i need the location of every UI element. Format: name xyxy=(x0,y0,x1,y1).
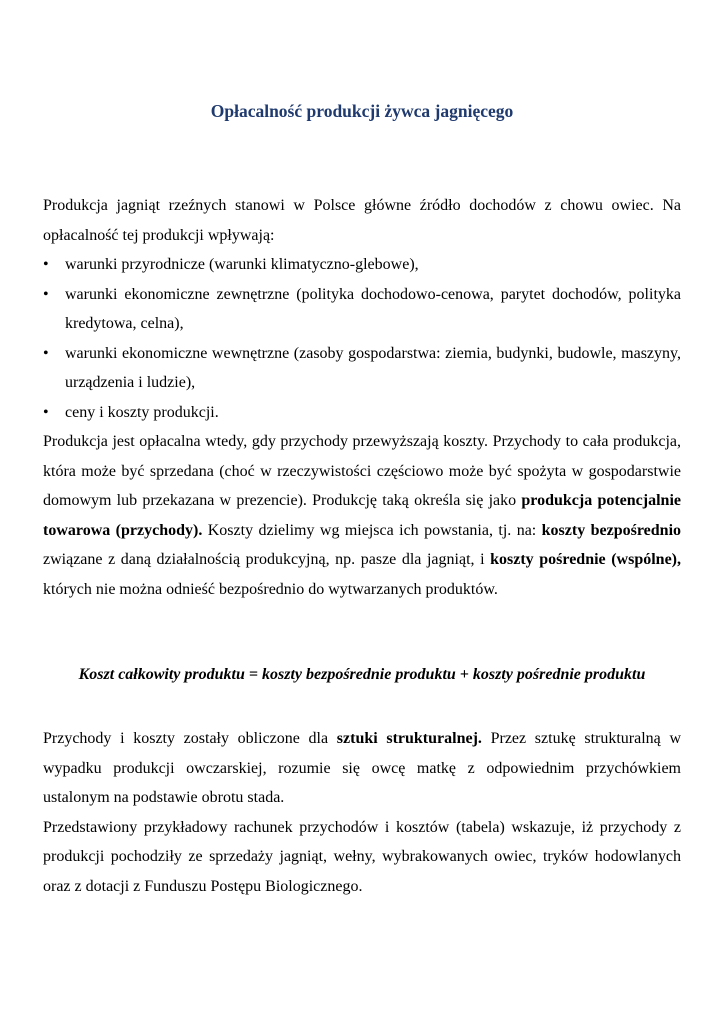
text-run: Koszty dzielimy wg miejsca ich powstania, tj. na: xyxy=(202,521,542,539)
page-title: Opłacalność produkcji żywca jagnięcego xyxy=(210,101,514,121)
list-item xyxy=(43,339,681,398)
list-item-text: warunki przyrodnicze (warunki klimatyczno-glebowe), xyxy=(65,256,419,273)
revenue-sources-paragraph: Przedstawiony przykładowy rachunek przychodów i kosztów (tabela) wskazuje, iż przychody z produkcji pochodziły ze sprzedaży jagniąt, wełny, wybrakowanych owiec, tryków hodowlanych oraz z dotacji z Funduszu Postępu Biologicznego. xyxy=(43,818,681,895)
section-structural-unit xyxy=(43,724,681,901)
list-item-text: warunki ekonomiczne wewnętrzne (zasoby gospodarstwa: ziemia, budynki, budowle, maszyny, urządzenia i ludzie), xyxy=(65,344,681,391)
structural-unit-paragraph xyxy=(43,724,681,813)
bullet-icon: • xyxy=(43,256,49,273)
profitability-paragraph xyxy=(43,427,681,604)
bullet-icon: • xyxy=(43,285,49,303)
bullet-icon: • xyxy=(43,403,49,421)
list-item xyxy=(43,250,681,280)
bold-term-indirect-costs: koszty pośrednie (wspólne), xyxy=(490,551,681,568)
list-item xyxy=(43,398,681,428)
bold-term-potential-production: produkcja potencjalnie towarowa (przychody). xyxy=(43,492,681,539)
text-run: Przez sztukę strukturalną w wypadku produkcji owczarskiej, rozumie się owcę matkę z odpowiednim przychówkiem ustalonym na podstawie obrotu stada. xyxy=(43,730,682,806)
list-item xyxy=(43,280,681,339)
bold-term-direct-costs: koszty bezpośrednio xyxy=(541,521,682,539)
bullet-icon: • xyxy=(43,344,49,362)
section-factors xyxy=(43,191,681,604)
text-run: których nie można odnieść bezpośrednio do wytwarzanych produktów. xyxy=(43,580,498,598)
text-run: związane z daną działalnością produkcyjną, np. pasze dla jagniąt, i xyxy=(43,551,491,568)
list-item-text: warunki ekonomiczne zewnętrzne (polityka dochodowo-cenowa, parytet dochodów, polityka kredytowa, celna), xyxy=(65,285,681,332)
text-run: Produkcja jest opłacalna wtedy, gdy przychody przewyższają koszty. Przychody to cała produkcja, która może być sprzedana (choć w rzeczywistości częściowo może być spożyta w gospodarstwie domowym lub przekazana w prezencie). Produkcję taką określa się jako xyxy=(43,433,681,509)
factors-list xyxy=(43,250,681,427)
intro-paragraph: Produkcja jagniąt rzeźnych stanowi w Polsce główne źródło dochodów z chowu owiec. Na opłacalność tej produkcji wpływają: xyxy=(43,197,681,244)
text-run: Przychody i koszty zostały obliczone dla xyxy=(43,730,337,747)
list-item-text: ceny i koszty produkcji. xyxy=(65,403,219,421)
cost-formula: Koszt całkowity produktu = koszty bezpośrednie produktu + koszty pośrednie produktu xyxy=(78,666,646,683)
bold-term-structural-unit: sztuki strukturalnej. xyxy=(336,730,482,747)
